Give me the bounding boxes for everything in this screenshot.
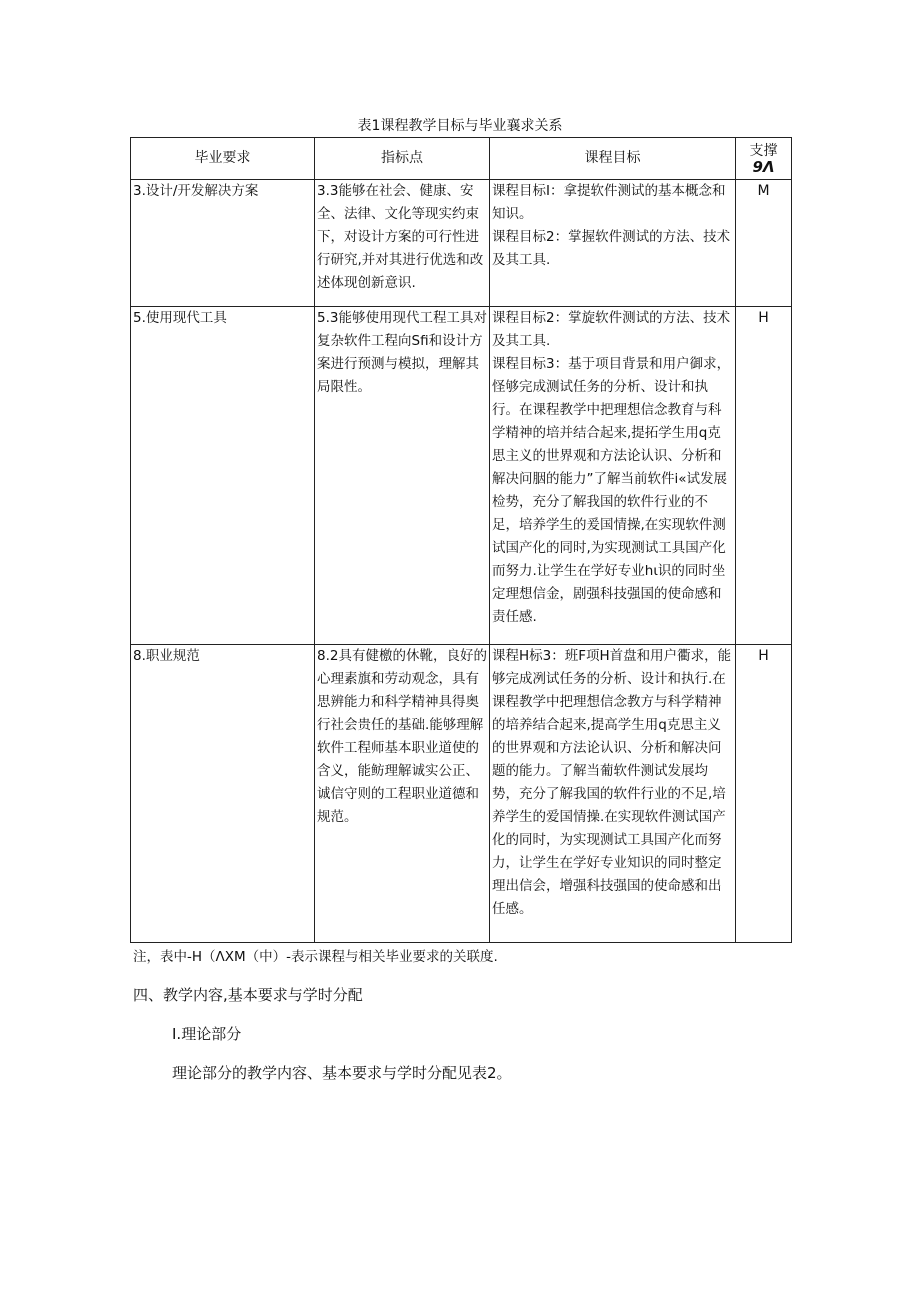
table-note: 注，表中-H（ΛXM（中）-表示课程与相关毕业要求的关联度. [133, 949, 498, 965]
row-requirement: 5.使用现代工具 [131, 307, 315, 645]
header-goal: 课程目标 [490, 138, 736, 180]
table-header-row [131, 138, 792, 180]
header-indicator: 指标点 [315, 138, 490, 180]
header-support-line2: 9Λ [752, 157, 775, 176]
row-goal [490, 307, 736, 645]
goal-text: 课程目标I：拿提软件测试的基本概念和知识。 [492, 183, 726, 222]
row-indicator [315, 307, 490, 645]
row-level: H [736, 307, 792, 645]
row-indicator [315, 180, 490, 307]
section-heading: 四、教学内容,基本要求与学时分配 [133, 986, 363, 1004]
goal-text: 课程目标3：基于项目背景和用户御求，怪够完成测试任务的分析、设计和执行。在课程教学中把理想信念教育与科学精神的培并结合起来,提拓学生用q克思主义的世界观和方法论认识、分析和解决问胭的能力”了解当前软件i«试发展检势，充分了解我国的软件行业的不足，培养学生的爰国情操,在实现软件测试国产化的同时,为实现测试工具国产化而努力.让学生在学好专业hι识的同时坐定理想信金，剧强科技强国的使命感和责任感. [492, 356, 731, 625]
row-requirement: 8.职业规范 [131, 645, 315, 943]
row-requirement: 3.设计/开发解决方案 [131, 180, 315, 307]
indicator-text: 3.3能够在社会、健康、安全、法律、文化等现实约束下，对设计方案的可行性进行研究,并对其进行优选和改述体现创新意识. [317, 183, 484, 291]
header-support [736, 138, 792, 180]
row-goal [490, 180, 736, 307]
row-level: M [736, 180, 792, 307]
row-level: H [736, 645, 792, 943]
indicator-text: 5.3能够使用现代工程工具对复杂软件工程向Sfi和设计方案进行预测与模拟，理解其局限性。 [317, 310, 487, 395]
header-requirement: 毕业要求 [131, 138, 315, 180]
header-support-line1: 支撑 [749, 142, 778, 159]
goal-text: 课程H标3：班F项H首盘和用户衢求，能够完成冽试任务的分析、设计和执行.在课程教学中把理想信念教方与科学精神的培养结合起来,提高学生用q克思主义的世界观和方法论认识、分析和解决问题的能力。了解当葡软件测试发展均势，充分了解我国的软件行业的不足,培养学生的爱国情操.在实现软件测试国产化的同时，为实现测试工具国产化而努力，让学生在学好专业知识的同时整定理出信会，增强科技强国的使命感和出任感。 [492, 648, 732, 917]
indicator-text: 8.2具有健檄的休靴，良好的心理素旗和劳动观念，具有思辨能力和科学精神具得奥行社会贵任的基础.能够理解软件工程师基本职业道使的含义，能鲂理解诚实公正、诚信守则的工程职业道德和规范。 [317, 648, 487, 825]
goal-text: 课程目标2：掌旋软件测试的方法、技术及其工具. [492, 310, 731, 349]
table-row [131, 180, 792, 307]
body-paragraph: 理论部分的教学内容、基本要求与学时分配见表2。 [172, 1064, 512, 1082]
table-caption: 表1课程教学目标与毕业襄求关系 [357, 118, 563, 134]
subsection-heading: I.理论部分 [172, 1025, 242, 1043]
row-goal [490, 645, 736, 943]
table-row [131, 307, 792, 645]
table-row [131, 645, 792, 943]
row-indicator [315, 645, 490, 943]
goal-text: 课程目标2：掌握软件测试的方法、技术及其工具. [492, 229, 731, 268]
course-goal-table [130, 137, 792, 943]
